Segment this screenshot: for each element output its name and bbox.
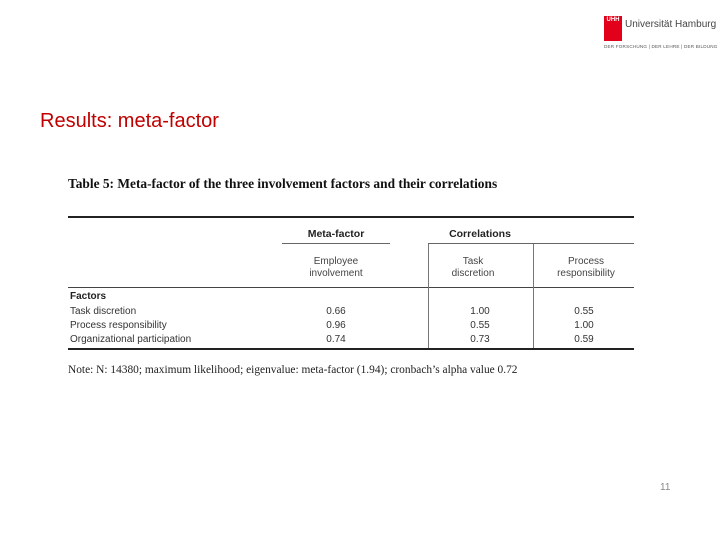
- column-separator-1: [428, 244, 429, 348]
- meta-value: 0.74: [326, 334, 346, 345]
- correlations-header-underline: [428, 243, 634, 244]
- column-separator-2: [533, 244, 534, 348]
- table-note: Note: N: 14380; maximum likelihood; eigenvalue: meta-factor (1.94); cronbach’s alpha value 0.72: [68, 364, 518, 376]
- task-value: 0.55: [470, 320, 490, 331]
- subheader-employee-line1: Employee: [313, 256, 359, 267]
- task-value: 0.73: [470, 334, 490, 345]
- logo-emblem: UHH: [604, 16, 622, 41]
- row-group-label: Factors: [70, 291, 107, 302]
- table-bottom-rule: [68, 348, 634, 350]
- university-logo: [604, 16, 718, 54]
- row-label: Organizational participation: [70, 334, 192, 345]
- header-meta-factor: Meta-factor: [307, 228, 365, 240]
- logo-name: Universität Hamburg: [625, 19, 717, 30]
- table-top-rule: [68, 216, 634, 218]
- subheader-process-responsibility: [538, 256, 634, 280]
- subheader-task-line2: discretion: [451, 268, 495, 279]
- header-bottom-rule: [68, 287, 634, 288]
- subheader-task-discretion: [430, 256, 516, 280]
- logo-motto: DER FORSCHUNG | DER LEHRE | DER BILDUNG: [604, 44, 718, 49]
- subheader-task-line1: Task: [462, 256, 484, 267]
- row-label: Task discretion: [70, 306, 137, 317]
- meta-value: 0.66: [326, 306, 346, 317]
- results-table-figure: [68, 176, 634, 376]
- subheader-employee-line2: involvement: [309, 268, 363, 279]
- slide-title: Results: meta-factor: [40, 110, 219, 132]
- meta-header-underline: [282, 243, 390, 244]
- table-caption: Table 5: Meta-factor of the three involvement factors and their correlations: [68, 176, 498, 191]
- subheader-process-line1: Process: [567, 256, 605, 267]
- subheader-employee-involvement: [286, 256, 386, 280]
- page-number: 11: [660, 482, 671, 493]
- task-value: 1.00: [470, 306, 490, 317]
- process-value: 0.59: [574, 334, 594, 345]
- subheader-process-line2: responsibility: [557, 268, 615, 279]
- header-correlations: Correlations: [449, 228, 511, 240]
- row-label: Process responsibility: [70, 320, 167, 331]
- process-value: 1.00: [574, 320, 594, 331]
- process-value: 0.55: [574, 306, 594, 317]
- meta-value: 0.96: [326, 320, 346, 331]
